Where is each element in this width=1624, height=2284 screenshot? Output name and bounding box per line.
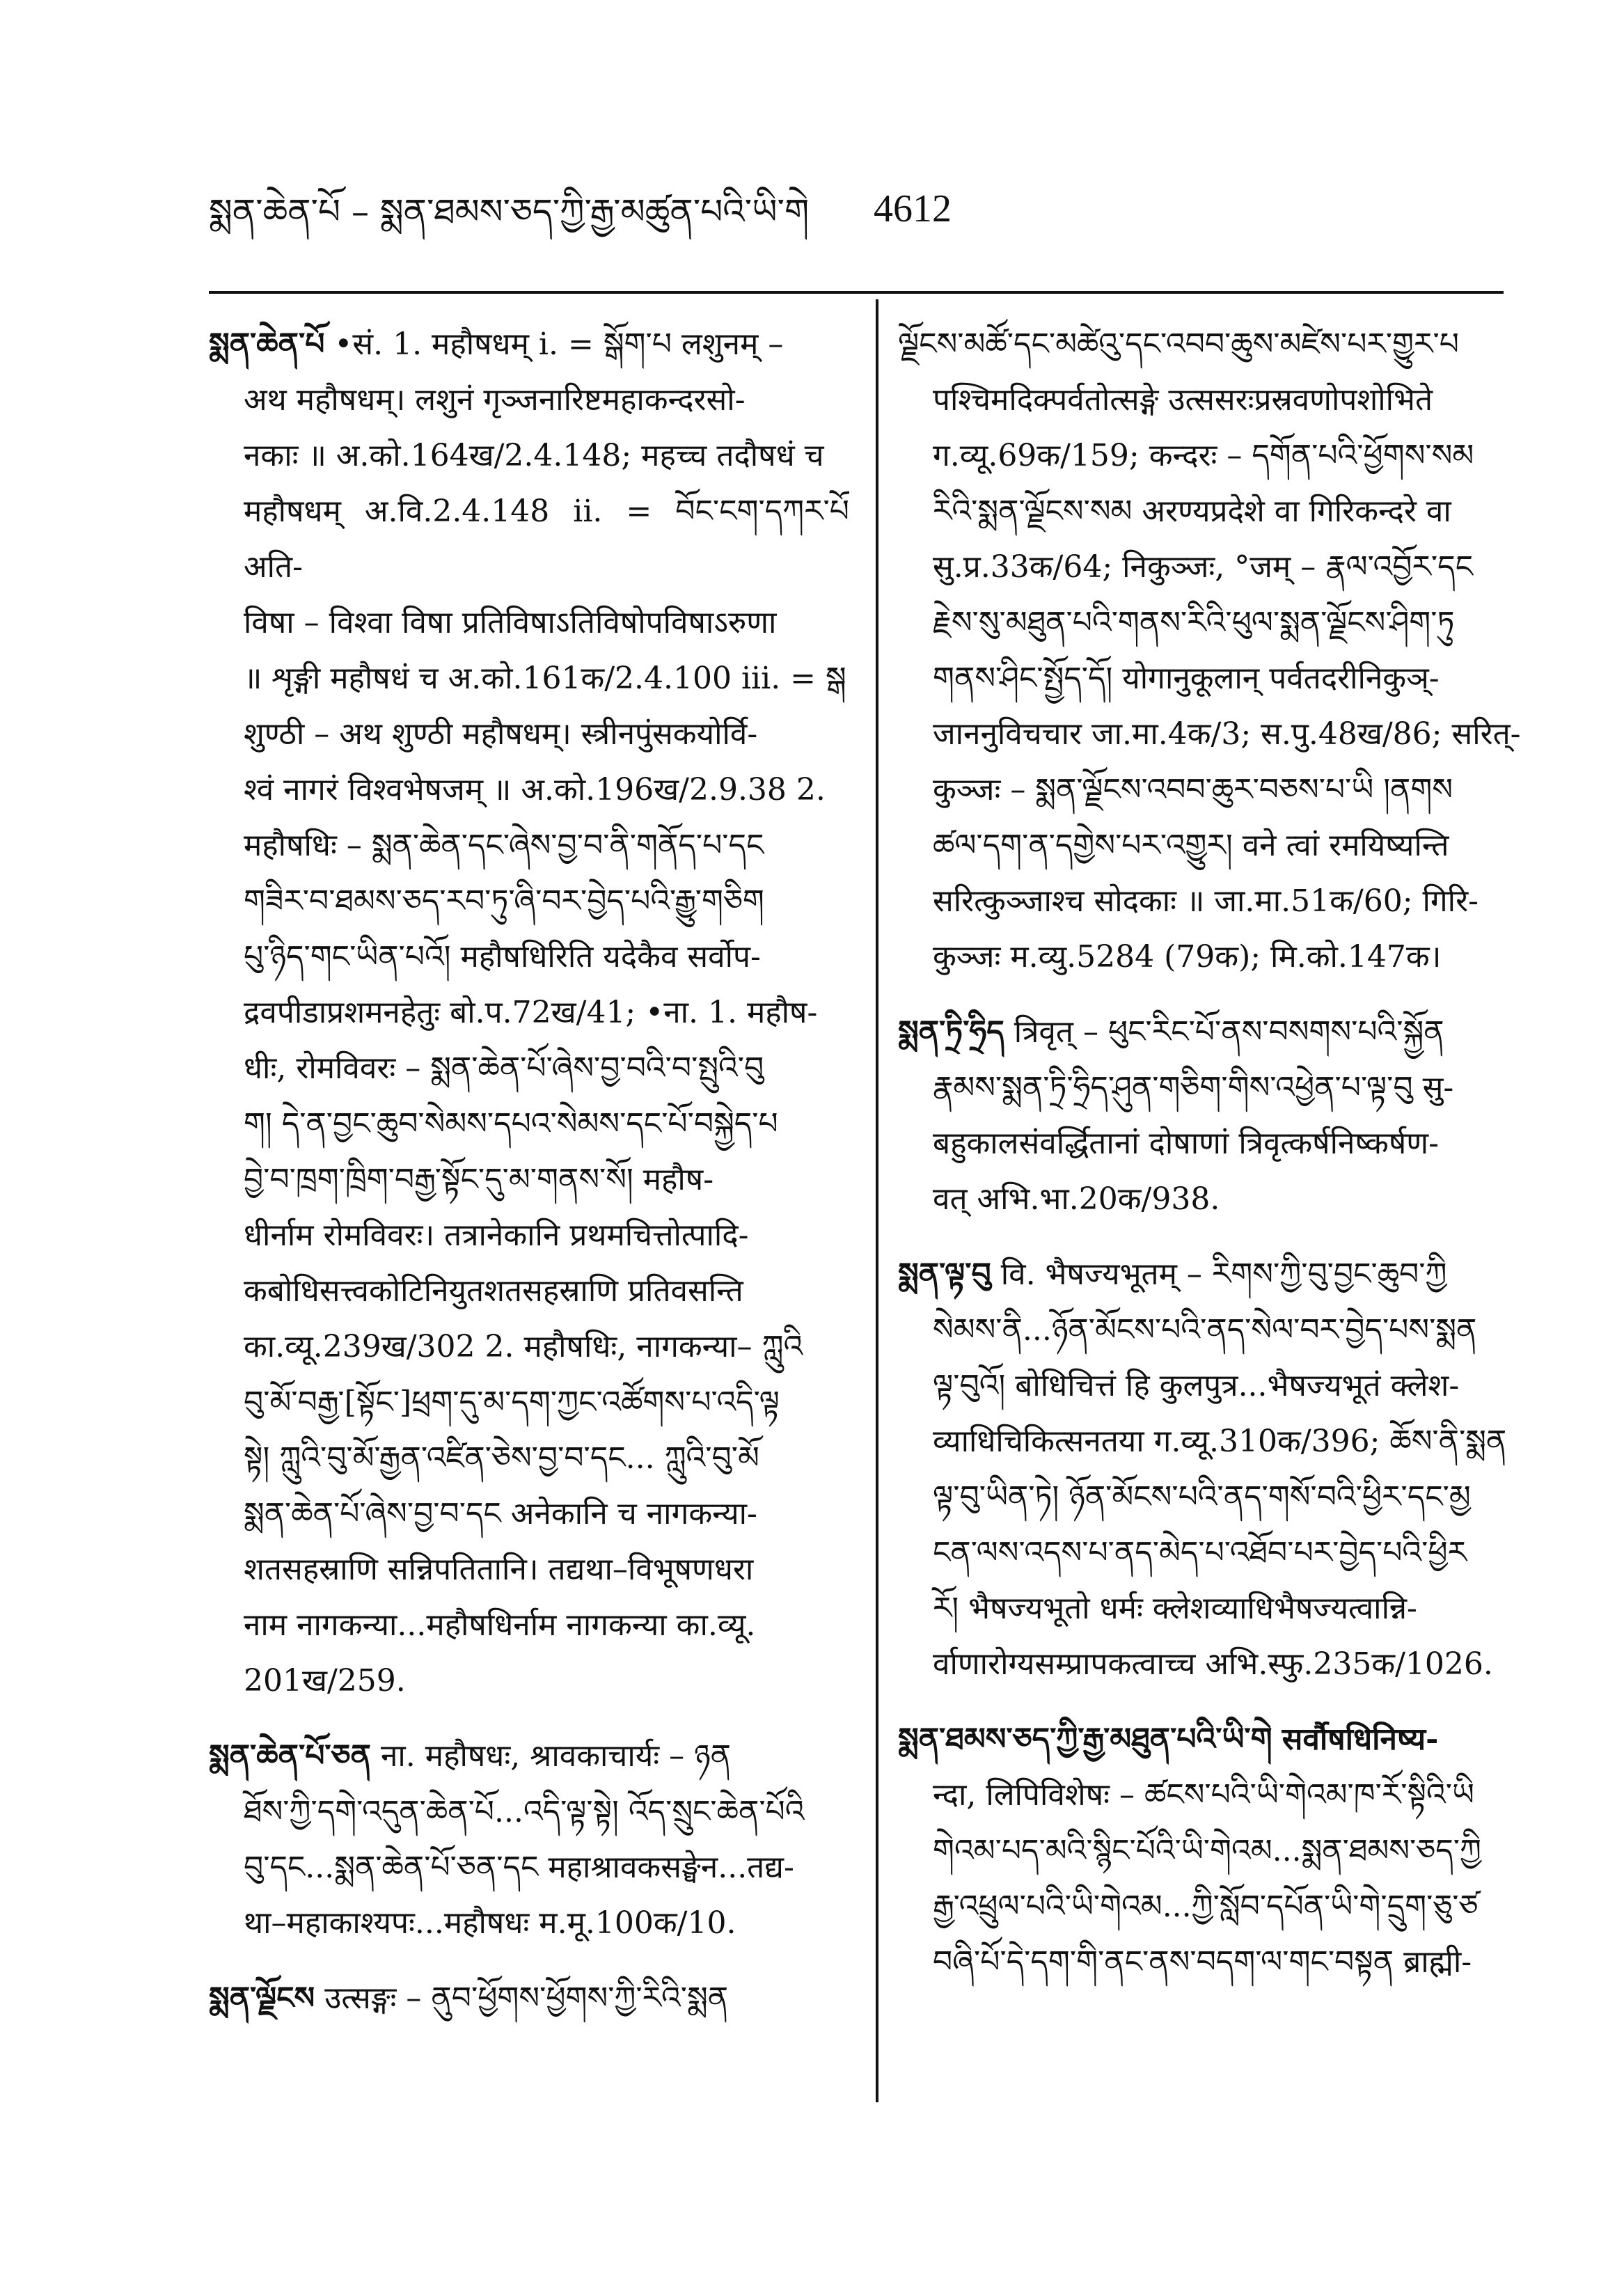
entry-line: རོ། भैषज्यभूतो धर्मः क्लेशव्याधिभैषज्यत्वान्नि- bbox=[933, 1591, 1417, 1626]
headword: སྨན་ཆེན་པོ་ཅན bbox=[209, 1738, 371, 1774]
entry-line: རིའི་སྨན་ལྗོངས་སམ अरण्यप्रदेशे वा गिरिकन्दरे वा bbox=[933, 494, 1451, 529]
entry-line: རྒྱ་འཕྲུལ་པའི་ཡི་གེའམ...ཀྱི་སློབ་དཔོན་ཡི་གེ་དྲུག་ཅུ་ཙ bbox=[933, 1889, 1479, 1924]
entry-line: बहुकालसंवर्द्धितानां दोषाणां त्रिवृत्कर्षनिष्कर्षण- bbox=[933, 1126, 1439, 1161]
entry-line: བུ་མོ་བརྒྱ་[སྟོང་]ཕྲག་དུ་མ་དག་ཀྱང་འཚོགས་པ་འདི་ལྟ bbox=[244, 1385, 780, 1420]
entry-line: शतसहस्राणि सन्निपतितानि। तद्यथा–विभूषणधरा bbox=[244, 1552, 754, 1587]
entry-line: ག། དེ་ན་བྱང་ཆུབ་སེམས་དཔའ་སེམས་དང་པོ་བསྐྱེད་པ bbox=[244, 1106, 778, 1142]
running-title: སྨན་ཆེན་པོ – སྨན་ཐམས་ཅད་ཀྱི་རྒྱ་མཚུན་པའི་ཡི་གེ bbox=[209, 191, 810, 232]
entry-line: གནས་ཤིང་སྤྱོད་དོ། योगानुकूलान् पर्वतदरीनिकुञ्- bbox=[933, 661, 1440, 696]
left-column bbox=[209, 317, 849, 2113]
entry-line: ངན་ལས་འདས་པ་ནད་མེད་པ་འཐོབ་པར་བྱེད་པའི་ཕྱིར bbox=[933, 1535, 1467, 1570]
entry-line: उत्सङ्गः – ནུབ་ཕྱོགས་ཕྱོགས་ཀྱི་རིའི་སྨན bbox=[324, 1980, 729, 2016]
header-rule bbox=[209, 291, 1504, 294]
entry-first-line bbox=[898, 1712, 1542, 1767]
entry-line: जाननुविचचार जा.मा.4क/3; स.पु.48ख/86; सरित्- bbox=[933, 716, 1521, 752]
entry-line: कबोधिसत्त्वकोटिनियुतशतसहस्राणि प्रतिवसन्ति bbox=[244, 1273, 743, 1309]
dictionary-entry-continued bbox=[898, 317, 1542, 985]
entry-line: अथ महौषधम्। लशुनं गृञ्जनारिष्टमहाकन्दरसो- bbox=[244, 382, 746, 418]
entry-line: न्दा, लिपिविशेषः – ཚངས་པའི་ཡི་གེའམ་ཁ་རོ་སྟིའི་ཡི bbox=[933, 1777, 1474, 1813]
entry-first-line bbox=[209, 1971, 849, 2026]
entry-line: སྟེ། ཀླུའི་བུ་མོ་རྒྱན་འཛིན་ཅེས་བྱ་བ་དང... ཀླུའི་བུ་མོ bbox=[244, 1440, 759, 1476]
entry-first-line bbox=[898, 1005, 1542, 1060]
dictionary-entry bbox=[209, 1728, 849, 1951]
entry-line: श्वं नागरं विश्वभेषजम् ॥ अ.को.196ख/2.9.38 2. bbox=[244, 772, 826, 808]
entry-line: नाम नागकन्या...महौषधिर्नाम नागकन्या का.व्यू. bbox=[244, 1607, 756, 1643]
entry-line: महौषधिः – སྨན་ཆེན་དང་ཞེས་བྱ་བ་ནི་གནོད་པ་དང bbox=[244, 828, 764, 863]
entry-line: कुञ्जः – སྨན་ལྗོངས་འབབ་ཆུར་བཅས་པ་ཡི །ནགས bbox=[933, 772, 1453, 808]
entry-line: བུ་དང...སྨན་ཆེན་པོ་ཅན་དང महाश्रावकसङ्घेन...तद्य- bbox=[244, 1850, 794, 1885]
entry-line: ग.व्यू.69क/159; कन्दरः – དགོན་པའི་ཕྱོགས་སམ bbox=[933, 438, 1474, 473]
entry-line: བཞི་པོ་དེ་དག་གི་ནང་ནས་བདག་ལ་གང་བསྟན ब्राह्मी- bbox=[933, 1944, 1472, 1980]
headword: སྨན་ཐམས་ཅད་ཀྱི་རྒྱ་མཐུན་པའི་ཡི་གེ bbox=[898, 1722, 1272, 1757]
entry-line: सर्वौषधिनिष्य- bbox=[1282, 1722, 1439, 1757]
entry-line: ལྟ་བུ་ཡིན་ཏེ། ཉོན་མོངས་པའི་ནད་གསོ་བའི་ཕྱིར་དང་མྱ bbox=[933, 1479, 1471, 1515]
entry-line: 201ख/259. bbox=[244, 1663, 406, 1699]
entry-line: བྱེ་བ་ཁྲག་ཁྲིག་བརྒྱ་སྟོང་དུ་མ་གནས་སོ། महौष- bbox=[244, 1162, 714, 1197]
entry-line: सु.प्र.33क/64; निकुञ्जः, °जम् – རྣལ་འབྱོར་དང bbox=[933, 549, 1473, 585]
entry-line: སེམས་ནི...ཉོན་མོངས་པའི་ནད་སེལ་བར་བྱེད་པས་སྨན bbox=[933, 1312, 1477, 1348]
headword: སྨན་ཆེན་པོ bbox=[209, 326, 325, 362]
entry-first-line bbox=[209, 1728, 849, 1784]
column-divider bbox=[876, 299, 878, 2102]
entry-line: ལྟ་བུའོ། बोधिचित्तं हि कुलपुत्र...भैषज्यभूतं क्लेश- bbox=[933, 1368, 1460, 1403]
entry-line: ལྗོངས་མཚོ་དང་མཚེའུ་དང་འབབ་ཆུས་མཛེས་པར་གྱུར་པ bbox=[898, 326, 1459, 362]
page-header bbox=[209, 167, 1531, 251]
entry-line: वत् अभि.भा.20क/938. bbox=[933, 1181, 1220, 1217]
entry-line: र्वाणारोग्यसम्प्रापकत्वाच्च अभि.स्फु.235क/1026. bbox=[933, 1646, 1493, 1682]
entry-line: था–महाकाश्यपः...महौषधः म.मू.100क/10. bbox=[244, 1905, 736, 1941]
entry-line: धीर्नाम रोमविवरः। तत्रानेकानि प्रथमचित्तोत्पादि- bbox=[244, 1218, 749, 1253]
entry-first-line bbox=[209, 317, 849, 372]
entry-line: རྗེས་སུ་མཐུན་པའི་གནས་རིའི་ཕུལ་སྨན་ལྗོངས་ཤིག་ཏུ bbox=[933, 605, 1455, 640]
dictionary-entry bbox=[209, 317, 849, 1709]
entry-line: གེའམ་པད་མའི་སྙིང་པོའི་ཡི་གེའམ...སྨན་ཐམས་ཅད་ཀྱི bbox=[933, 1833, 1481, 1868]
entry-line: सरित्कुञ्जाश्च सोदकाः ॥ जा.मा.51क/60; गिरि- bbox=[933, 883, 1479, 919]
dictionary-entry bbox=[898, 1712, 1542, 1990]
dictionary-entry bbox=[898, 1247, 1542, 1692]
dictionary-entry bbox=[898, 1005, 1542, 1227]
entry-first-line bbox=[898, 1247, 1542, 1302]
dictionary-entry bbox=[209, 1971, 849, 2026]
entry-line: व्याधिचिकित्सनतया ग.व्यू.310क/396; ཆོས་ནི་སྨན bbox=[933, 1424, 1507, 1459]
right-column bbox=[898, 317, 1542, 2113]
entry-line: नकाः ॥ अ.को.164ख/2.4.148; महच्च तदौषधं च bbox=[244, 438, 824, 473]
page-number: 4612 bbox=[874, 187, 952, 230]
entry-line: ना. महौषधः, श्रावकाचार्यः – ཉན bbox=[380, 1738, 732, 1774]
entry-line: शुण्ठी – अथ शुण्ठी महौषधम्। स्त्रीनपुंसकयोर्वि- bbox=[244, 716, 758, 752]
entry-line: का.व्यू.239ख/302 2. महौषधिः, नागकन्या– ཀླུའི bbox=[244, 1329, 803, 1364]
entry-line: གཟིར་བ་ཐམས་ཅད་རབ་ཏུ་ཞི་བར་བྱེད་པའི་རྒྱུ་གཅིག bbox=[244, 883, 764, 919]
headword: སྨན་ལྟ་བུ bbox=[898, 1257, 991, 1292]
entry-line: त्रिवृत् – ཕུང་རིང་པོ་ནས་བསགས་པའི་སྐྱོན bbox=[1014, 1014, 1444, 1050]
entry-line: धीः, रोमविवरः – སྨན་ཆེན་པོ་ཞེས་བྱ་བའི་བ་སྤུའི་བུ bbox=[244, 1050, 764, 1086]
entry-line: ॥ शृङ्गी महौषधं च अ.को.161क/2.4.100 iii. = སྒ bbox=[244, 661, 846, 696]
entry-line: वि. भैषज्यभूतम् – རིགས་ཀྱི་བུ་བྱང་ཆུབ་ཀྱི bbox=[1000, 1257, 1447, 1292]
headword: སྨན་ཏྲི་ཧྲིད bbox=[898, 1014, 1004, 1050]
entry-line: སྨན་ཆེན་པོ་ཞེས་བྱ་བ་དང अनेकानि च नागकन्या- bbox=[244, 1496, 757, 1531]
entry-line: कुञ्जः म.व्यु.5284 (79क); मि.को.147क। bbox=[933, 939, 1442, 975]
entry-line: •सं. 1. महौषधम् i. = སྒོག་པ लशुनम् – bbox=[334, 326, 784, 362]
entry-line: महौषधम् अ.वि.2.4.148 ii. = བོང་ངག་དཀར་པོ अति- bbox=[244, 494, 849, 585]
entry-line: ཚལ་དག་ན་དགྱེས་པར་འགྱུར། वने त्वां रमयिष्यन्ति bbox=[933, 828, 1449, 863]
entry-line: རྣམས་སྨན་ཏྲི་ཧྲིད་ཤུན་གཅིག་གིས་འཕྱེན་པ་ལྟ་བུ सु- bbox=[933, 1070, 1454, 1105]
headword: སྨན་ལྗོངས bbox=[209, 1980, 315, 2016]
entry-line: पश्चिमदिक्पर्वतोत्सङ्गे उत्ससरःप्रस्रवणोपशोभिते bbox=[933, 382, 1433, 418]
entry-line: པུ་ཉིད་གང་ཡིན་པའོ། महौषधिरिति यदेकैव सर्वोप- bbox=[244, 939, 761, 975]
entry-line: विषा – विश्वा विषा प्रतिविषाऽतिविषोपविषाऽरुणा bbox=[244, 605, 777, 640]
entry-line: द्रवपीडाप्रशमनहेतुः बो.प.72ख/41; •ना. 1. महौष- bbox=[244, 995, 818, 1030]
entry-line: ཐོས་ཀྱི་དགེ་འདུན་ཆེན་པོ...འདི་ལྟ་སྟེ། འོད་སྲུང་ཆེན་པོའི bbox=[244, 1794, 805, 1829]
